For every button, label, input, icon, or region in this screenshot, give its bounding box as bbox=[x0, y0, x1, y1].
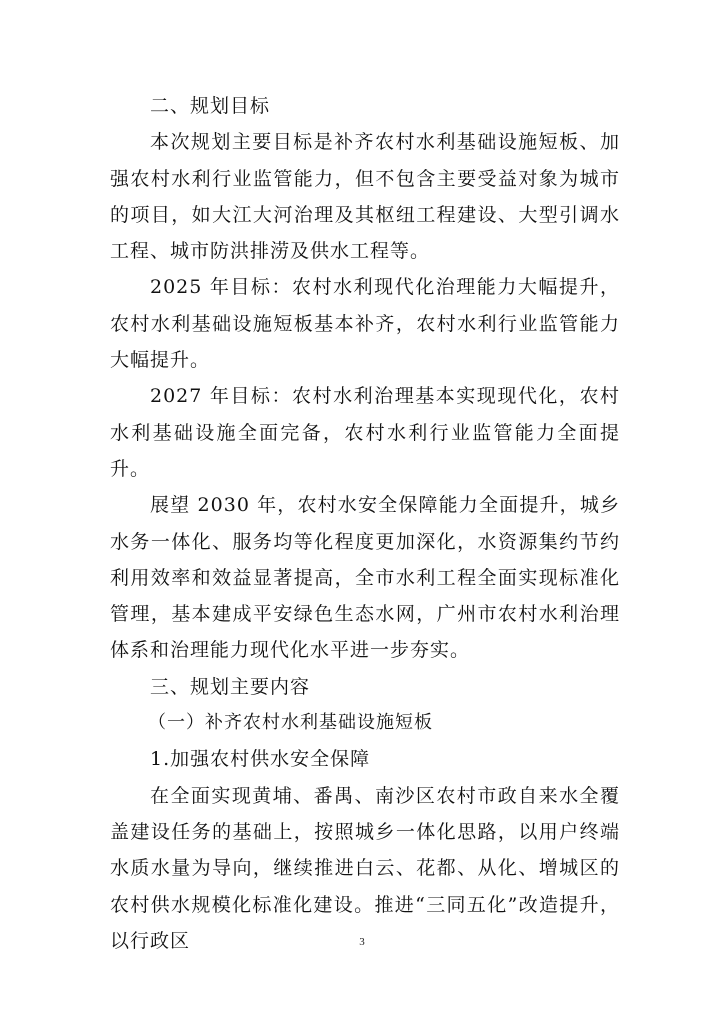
section-heading-goals: 二、规划目标 bbox=[150, 95, 271, 117]
item-title: 1.加强农村供水安全保障 bbox=[150, 748, 371, 771]
document-body bbox=[110, 88, 620, 959]
content-paragraph: 在全面实现黄埔、番禺、南沙区农村市政自来水全覆盖建设任务的基础上，按照城乡一体化思路，以用户终端水质水量为导向，继续推进白云、花都、从化、增城区的农村供水规模化标准化建设。推进“三同五化”改造提升，以行政区 bbox=[110, 784, 620, 952]
page-number: 3 bbox=[359, 936, 365, 948]
goals-paragraph-2027: 2027 年目标：农村水利治理基本实现现代化，农村水利基础设施全面完备，农村水利行业监管能力全面提升。 bbox=[110, 385, 620, 480]
goals-paragraph-2025: 2025 年目标：农村水利现代化治理能力大幅提升，农村水利基础设施短板基本补齐，农村水利行业监管能力大幅提升。 bbox=[110, 276, 620, 372]
section-heading-content: 三、规划主要内容 bbox=[150, 675, 311, 698]
goals-paragraph-1: 本次规划主要目标是补齐农村水利基础设施短板、加强农村水利行业监管能力，但不包含主要受益对象为城市的项目，如大江大河治理及其枢纽工程建设、大型引调水工程、城市防洪排涝及供水工程等。 bbox=[110, 131, 620, 263]
goals-paragraph-2030: 展望 2030 年，农村水安全保障能力全面提升，城乡水务一体化、服务均等化程度更加深化，水资源集约节约利用效率和效益显著提高，全市水利工程全面实现标准化管理，基本建成平安绿色生态水网，广州市农村水利治理体系和治理能力现代化水平进一步夯实。 bbox=[110, 494, 620, 662]
subsection-heading: （一）补齐农村水利基础设施短板 bbox=[148, 712, 433, 734]
